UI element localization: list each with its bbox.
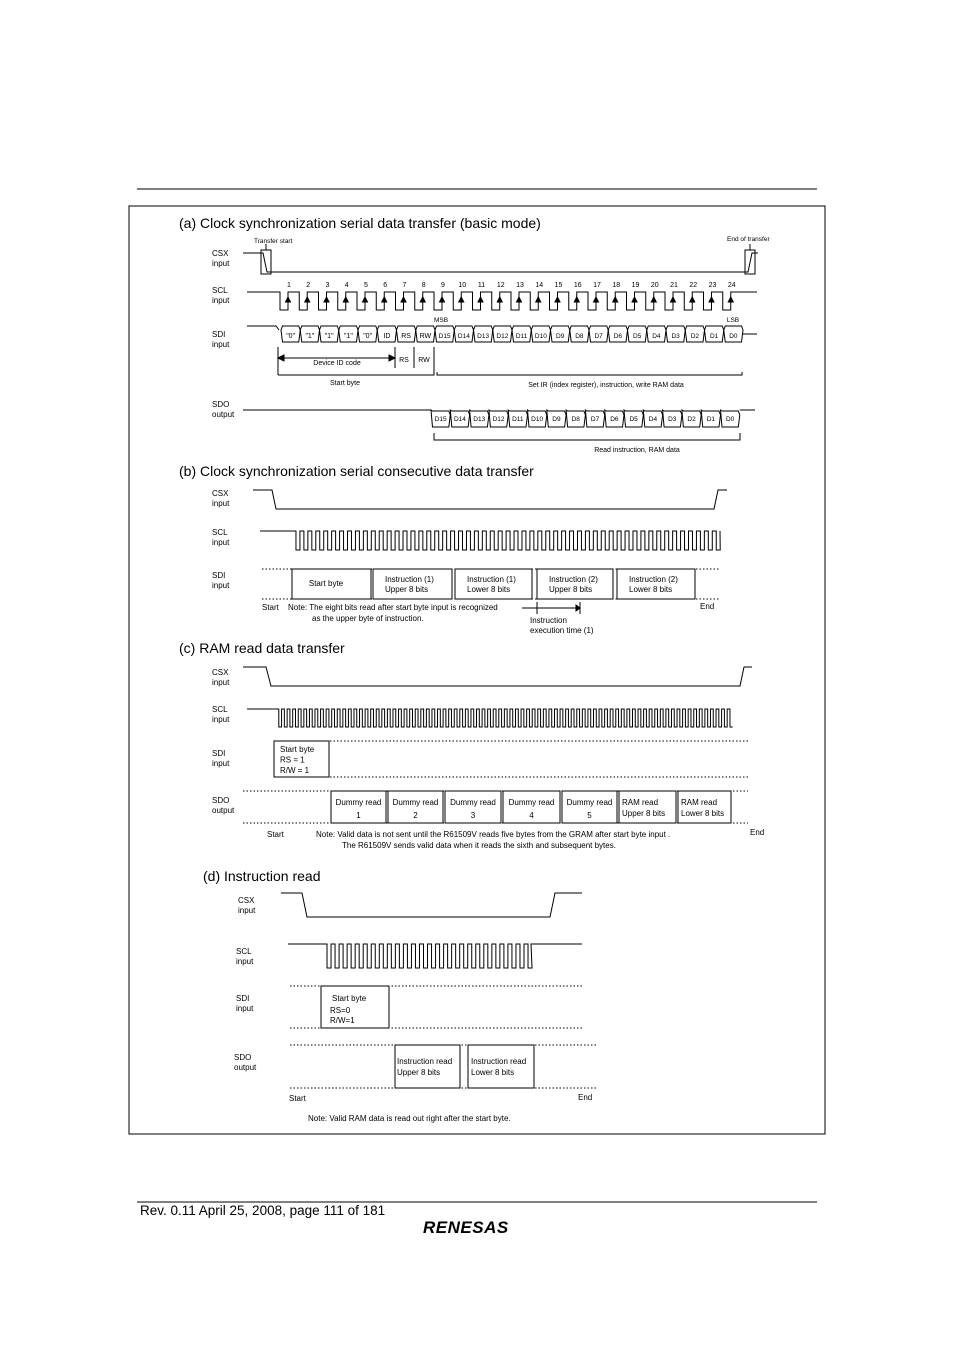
c-sdo-box-label-line2: 2 [413, 811, 418, 820]
b-scl-label-line2: input [212, 538, 230, 547]
c-sdo-box-label-line1: RAM read [622, 798, 659, 807]
b-sdi-box-label-line2: Lower 8 bits [629, 585, 673, 594]
sdi-bit-label: D11 [515, 333, 528, 340]
clock-edge-arrow [728, 297, 733, 302]
d-sdo-box1-label-line1: Instruction read [397, 1057, 453, 1066]
sdo-bit-label: D7 [590, 416, 600, 423]
a-scl-label-line1: SCL [212, 286, 228, 295]
end-of-transfer-label: End of transfer [727, 236, 770, 243]
set-ir-label: Set IR (index register), instruction, write RAM data [528, 382, 684, 389]
d-scl-label-line1: SCL [236, 947, 252, 956]
sdi-bit-label: "0" [286, 333, 296, 340]
d-csx-label-line2: input [238, 906, 256, 915]
d-sdo-box2-label-line1: Instruction read [471, 1057, 527, 1066]
section-c-ram-read [179, 640, 764, 850]
d-sdo-box2-label-line2: Lower 8 bits [471, 1068, 515, 1077]
sdi-bit-label: D12 [496, 333, 509, 340]
c-sdo-box-label-line2: Lower 8 bits [681, 809, 725, 818]
sdo-bit-label: D0 [725, 416, 735, 423]
clock-number: 18 [612, 282, 621, 289]
sdo-bit-label: D11 [512, 416, 524, 423]
exec-time-label-line2: execution time (1) [530, 626, 594, 635]
clock-number: 12 [496, 282, 505, 289]
clock-number: 8 [421, 282, 426, 289]
clock-edge-arrow [363, 297, 368, 302]
b-sdi-box-label-line1: Instruction (1) [385, 575, 434, 584]
clock-number: 6 [383, 282, 388, 289]
sdo-bit-label: D2 [687, 416, 696, 423]
sdi-bit-label: RW [419, 333, 432, 340]
c-sdo-box [678, 791, 731, 823]
d-scl-label-line2: input [236, 957, 254, 966]
device-id-arrow-left [278, 355, 284, 361]
exec-arrow-head [576, 605, 580, 611]
sdi-bit-label: D0 [729, 333, 738, 340]
b-scl-waveform [260, 531, 720, 550]
c-note-line1: Note: Valid data is not sent until the R61509V reads five bytes from the GRAM after start byte input . [316, 830, 671, 839]
c-csx-waveform [243, 667, 752, 686]
c-start-byte-label-line3: R/W = 1 [280, 766, 310, 775]
clock-number: 11 [477, 282, 486, 289]
sdi-bit-label: D6 [613, 333, 623, 340]
a-sdo-label-line2: output [212, 410, 235, 419]
b-sdi-box-label-line1: Instruction (2) [629, 575, 678, 584]
clock-number: 5 [364, 282, 368, 289]
sdo-bit-label: D8 [571, 416, 580, 423]
clock-edge-arrow [440, 297, 445, 302]
c-sdo-label-line2: output [212, 806, 235, 815]
clock-edge-arrow [497, 297, 502, 302]
clock-number: 14 [535, 282, 544, 289]
sdi-bit-label: D5 [632, 333, 642, 340]
a-sdi-label-line1: SDI [212, 330, 226, 339]
clock-edge-arrow [632, 297, 637, 302]
a-csx-label-line1: CSX [212, 249, 229, 258]
clock-number: 22 [689, 282, 698, 289]
sdi-bit-label: D10 [534, 333, 547, 340]
c-scl-label-line2: input [212, 715, 230, 724]
c-sdo-box-label-line2: 4 [529, 811, 534, 820]
clock-number: 15 [554, 282, 563, 289]
clock-edge-arrow [536, 297, 541, 302]
set-ir-bracket [437, 372, 742, 375]
sdi-bit-label: D1 [709, 333, 719, 340]
c-start-byte-label-line1: Start byte [280, 745, 315, 754]
c-note-line2: The R61509V sends valid data when it reads the sixth and subsequent bytes. [342, 841, 616, 850]
clock-edge-arrow [555, 297, 560, 302]
sdi-bit-label: "1" [343, 333, 353, 340]
b-sdi-box-label-line2: Upper 8 bits [385, 585, 429, 594]
clock-edge-arrow [671, 297, 676, 302]
d-note: Note: Valid RAM data is read out right after the start byte. [308, 1114, 511, 1123]
rw-bracket-label: RW [418, 357, 430, 364]
d-scl-waveform [288, 944, 582, 968]
sdo-bit-label: D5 [629, 416, 638, 423]
clock-number: 23 [708, 282, 717, 289]
lsb-label: LSB [726, 317, 740, 324]
clock-edge-arrow [478, 297, 483, 302]
clock-number: 1 [287, 282, 291, 289]
c-sdo-box-label-line2: 1 [356, 811, 361, 820]
b-note-line1: Note: The eight bits read after start byte input is recognized [288, 603, 498, 612]
clock-number: 20 [650, 282, 659, 289]
sdo-bit-label: D1 [706, 416, 716, 423]
sdo-bit-label: D12 [492, 416, 505, 423]
sdo-bit-label: D6 [610, 416, 619, 423]
clock-number: 2 [306, 282, 311, 289]
sdo-bit-label: D13 [473, 416, 486, 423]
sdi-bit-label: "1" [324, 333, 334, 340]
clock-number: 13 [516, 282, 524, 289]
read-instruction-label: Read instruction, RAM data [594, 447, 680, 454]
sdo-bit-label: D3 [668, 416, 677, 423]
a-csx-waveform [243, 253, 758, 272]
c-sdi-label-line1: SDI [212, 749, 226, 758]
figure-frame [129, 206, 825, 1134]
c-sdo-box-label-line1: RAM read [681, 798, 718, 807]
clock-edge-arrow [613, 297, 618, 302]
rs-bracket-label: RS [399, 357, 409, 364]
d-sdo-box [395, 1045, 460, 1088]
section-a-basic-mode [179, 215, 770, 454]
start-byte-bracket [278, 372, 434, 375]
revision-text: Rev. 0.11 April 25, 2008, page 111 of 181 [140, 1203, 386, 1218]
clock-number: 19 [631, 282, 640, 289]
a-sdo-label-line1: SDO [212, 400, 230, 409]
exec-time-label-line1: Instruction [530, 616, 567, 625]
c-sdi-label-line2: input [212, 759, 230, 768]
c-sdo-box-label-line1: Dummy read [335, 798, 382, 807]
c-sdo-box-label-line1: Dummy read [566, 798, 613, 807]
sdi-bit-label: D2 [690, 333, 700, 340]
sdi-bit-label: D9 [555, 333, 565, 340]
d-start-label: Start [289, 1094, 306, 1103]
section-c-title: (c) RAM read data transfer [179, 640, 345, 656]
a-scl-label-line2: input [212, 296, 230, 305]
c-sdo-label-line1: SDO [212, 796, 230, 805]
c-csx-label-line2: input [212, 678, 230, 687]
clock-edge-arrow [709, 297, 714, 302]
device-id-code-label: Device ID code [313, 360, 361, 367]
clock-number: 4 [344, 282, 349, 289]
msb-label: MSB [433, 317, 449, 324]
a-sdi-label-line2: input [212, 340, 230, 349]
b-sdi-box-label: Start byte [308, 579, 344, 588]
a-csx-start-marker [261, 250, 271, 274]
clock-edge-arrow [574, 297, 579, 302]
sdi-bit-label: D14 [457, 333, 470, 340]
sdi-bit-label: D15 [438, 333, 451, 340]
clock-edge-arrow [286, 297, 291, 302]
b-csx-waveform [253, 490, 727, 509]
d-sdo-box1-label-line2: Upper 8 bits [397, 1068, 441, 1077]
b-sdi-box [455, 569, 532, 599]
b-sdi-box-label-line2: Upper 8 bits [549, 585, 593, 594]
clock-number: 3 [325, 282, 330, 289]
b-sdi-box-label-line2: Lower 8 bits [467, 585, 511, 594]
sdi-bit-label: D4 [652, 333, 661, 340]
c-start-byte-label-line2: RS = 1 [280, 755, 305, 765]
d-csx-waveform [281, 893, 582, 917]
clock-number: 21 [670, 282, 678, 289]
c-sdo-box-label-line2: Upper 8 bits [622, 809, 666, 818]
c-sdo-box-label-line1: Dummy read [392, 798, 439, 807]
b-sdi-box [373, 569, 452, 599]
d-sdi-label-line1: SDI [236, 994, 250, 1003]
sdi-bit-label: D7 [594, 333, 603, 340]
clock-edge-arrow [517, 297, 522, 302]
c-sdo-box-label-line2: 3 [470, 811, 476, 820]
read-instruction-bracket [434, 433, 740, 440]
d-start-byte-label-line3: R/W=1 [330, 1016, 355, 1025]
start-byte-label: Start byte [330, 380, 360, 387]
renesas-logo: RENESAS [423, 1218, 509, 1237]
sdi-bit-label: "0" [363, 333, 373, 340]
clock-number: 10 [458, 282, 467, 289]
c-csx-label-line1: CSX [212, 668, 229, 677]
transfer-start-label: Transfer start [254, 238, 293, 245]
d-sdo-label-line1: SDO [234, 1053, 252, 1062]
b-sdi-label-line2: input [212, 581, 230, 590]
b-csx-label-line2: input [212, 499, 230, 508]
clock-edge-arrow [382, 297, 387, 302]
sdo-bit-label: D10 [531, 416, 544, 423]
clock-edge-arrow [459, 297, 464, 302]
sdo-bit-label: D14 [453, 416, 466, 423]
b-sdi-label-line1: SDI [212, 571, 226, 580]
sdi-bit-label: "1" [305, 333, 315, 340]
clock-number: 7 [402, 282, 407, 289]
device-id-arrow-right [389, 355, 395, 361]
c-end-label: End [750, 828, 765, 837]
d-end-label: End [578, 1093, 593, 1102]
d-start-byte-label-line1: Start byte [332, 994, 367, 1003]
section-d-title: (d) Instruction read [203, 868, 321, 884]
clock-edge-arrow [690, 297, 695, 302]
clock-edge-arrow [651, 297, 656, 302]
clock-edge-arrow [324, 297, 329, 302]
section-b-title: (b) Clock synchronization serial consecutive data transfer [179, 463, 534, 479]
d-sdo-box [468, 1045, 534, 1088]
clock-number: 24 [727, 282, 736, 289]
d-sdi-label-line2: input [236, 1004, 254, 1013]
clock-number: 17 [593, 282, 601, 289]
a-csx-label-line2: input [212, 259, 230, 268]
c-sdo-box [619, 791, 676, 823]
b-sdi-box-label-line1: Instruction (1) [467, 575, 516, 584]
c-sdo-box-label-line1: Dummy read [450, 798, 496, 807]
c-scl-waveform [247, 709, 733, 727]
clock-number: 9 [441, 282, 445, 289]
sdi-bit-label: D3 [671, 333, 680, 340]
sdo-bit-label: D4 [648, 416, 658, 423]
sdi-bit-label: RS [401, 333, 411, 340]
sdi-bit-label: ID [383, 333, 391, 340]
sdi-bit-label: D13 [477, 333, 490, 340]
clock-edge-arrow [305, 297, 310, 302]
clock-edge-arrow [401, 297, 406, 302]
b-csx-label-line1: CSX [212, 489, 229, 498]
section-b-consecutive-transfer [179, 463, 727, 635]
b-sdi-box [537, 569, 613, 599]
d-start-byte-label-line2: RS=0 [330, 1006, 351, 1015]
b-end-label: End [700, 602, 715, 611]
a-sdi-idle-line [247, 326, 279, 330]
clock-edge-arrow [594, 297, 599, 302]
section-a-title: (a) Clock synchronization serial data transfer (basic mode) [179, 215, 541, 231]
section-d-instruction-read [203, 868, 597, 1123]
clock-number: 16 [573, 282, 582, 289]
sdi-bit-label: D8 [575, 333, 584, 340]
clock-edge-arrow [343, 297, 348, 302]
b-sdi-box-label-line1: Instruction (2) [549, 575, 598, 584]
c-sdo-box-label-line1: Dummy read [508, 798, 555, 807]
b-sdi-box [617, 569, 695, 599]
clock-edge-arrow [420, 297, 425, 302]
sdo-bit-label: D15 [434, 416, 447, 423]
sdo-bit-label: D9 [552, 416, 561, 423]
d-sdo-label-line2: output [234, 1063, 257, 1072]
c-scl-label-line1: SCL [212, 705, 228, 714]
c-sdo-box-label-line2: 5 [587, 811, 592, 820]
b-scl-label-line1: SCL [212, 528, 228, 537]
b-start-label: Start [262, 603, 279, 612]
d-csx-label-line1: CSX [238, 896, 255, 905]
b-note-line2: as the upper byte of instruction. [312, 614, 424, 623]
c-start-label: Start [267, 830, 284, 839]
